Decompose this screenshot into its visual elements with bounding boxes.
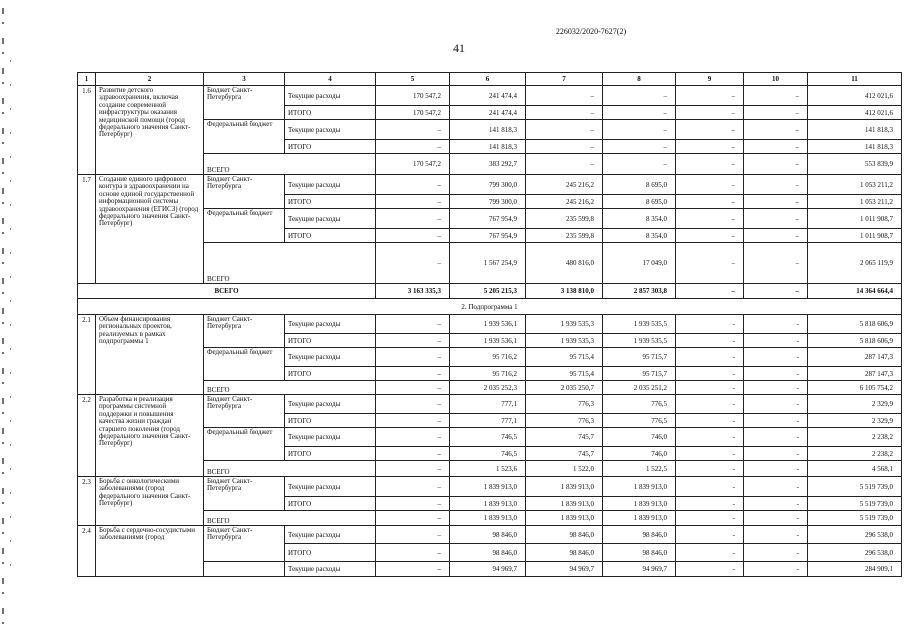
value-cell: – [376,195,450,209]
value-cell: – [526,140,603,154]
value-cell: – [376,140,450,154]
value-cell: 6 105 754,2 [808,381,902,395]
value-cell: – [376,562,450,577]
value-cell: 170 547,2 [376,86,450,106]
value-cell: – [744,86,808,106]
value-cell: 98 846,0 [450,544,526,562]
value-cell: 95 716,2 [450,367,526,381]
value-cell: – [676,209,744,229]
column-header: 8 [603,73,676,86]
expense-type: Текущие расходы [285,86,376,106]
column-header: 10 [744,73,808,86]
value-cell: 5 519 739,0 [808,477,902,497]
table-row [78,477,902,497]
expense-type: Текущие расходы [285,120,376,140]
value-cell: 745,7 [526,428,603,447]
value-cell: 94 969,7 [526,562,603,577]
value-cell: 98 846,0 [603,544,676,562]
table-row [78,315,902,334]
value-cell: 412 021,6 [808,86,902,106]
value-cell: 245 216,2 [526,195,603,209]
value-cell: – [376,381,450,395]
value-cell: - [676,511,744,526]
document-number: 226032/2020-7627(2) [555,27,627,36]
section-number: 2.3 [78,477,96,526]
value-cell: 767 954,9 [450,209,526,229]
value-cell: – [376,461,450,477]
value-cell: 1 839 913,0 [450,497,526,511]
budget-table [77,72,902,577]
value-cell: – [744,175,808,195]
value-cell: – [376,175,450,195]
value-cell: 296 538,0 [808,544,902,562]
grand-total-value: 14 364 664,4 [808,284,902,299]
column-header: 7 [526,73,603,86]
value-cell: – [744,195,808,209]
value-cell: – [376,334,450,348]
section-name: Борьба с сердечно-сосудистыми заболеваниями (город [96,526,204,577]
value-cell: 241 474,4 [450,86,526,106]
value-cell: 95 715,7 [603,348,676,367]
expense-type: Текущие расходы [285,395,376,414]
section-number: 2.2 [78,395,96,477]
value-cell: 245 216,2 [526,175,603,195]
value-cell: 94 969,7 [603,562,676,577]
value-cell: - [676,334,744,348]
value-cell: 745,7 [526,447,603,461]
expense-type: ИТОГО [285,334,376,348]
value-cell: – [676,154,744,175]
total-label: ВСЕГО [204,243,376,284]
value-cell: 170 547,2 [376,106,450,120]
section-name: Объем финансирования региональных проектов, реализуемых в рамках подпрограммы 1 [96,315,204,395]
value-cell: 141 818,3 [450,120,526,140]
value-cell: 2 329,9 [808,395,902,414]
expense-type: Текущие расходы [285,428,376,447]
funding-source: Бюджет Санкт-Петербурга [204,315,285,348]
value-cell: - [744,334,808,348]
value-cell: – [376,209,450,229]
table-row [78,526,902,544]
value-cell: – [526,86,603,106]
value-cell: – [376,511,450,526]
total-label: ВСЕГО [204,154,376,175]
value-cell: 1 839 913,0 [603,497,676,511]
value-cell: 8 354,0 [603,209,676,229]
value-cell: - [676,544,744,562]
value-cell: 241 474,4 [450,106,526,120]
value-cell: 553 839,9 [808,154,902,175]
value-cell: 2 035 252,3 [450,381,526,395]
section-number: 1.6 [78,86,96,175]
value-cell: 1 839 913,0 [450,477,526,497]
value-cell: - [676,562,744,577]
value-cell: 17 049,0 [603,243,676,284]
section-name: Борьба с онкологическими заболеваниями (город федерального значения Санкт-Петербург) [96,477,204,526]
table-row [78,175,902,195]
value-cell: 95 715,4 [526,367,603,381]
total-label: ВСЕГО [204,461,376,477]
value-cell: - [744,477,808,497]
funding-source: Бюджет Санкт-Петербурга [204,86,285,120]
table-body [78,73,902,577]
expense-type: Текущие расходы [285,562,376,577]
value-cell: - [676,497,744,511]
value-cell: 8 354,0 [603,229,676,243]
value-cell: 1 522,0 [526,461,603,477]
value-cell: - [744,511,808,526]
expense-type: ИТОГО [285,140,376,154]
value-cell: 2 238,2 [808,428,902,447]
value-cell: 1 522,5 [603,461,676,477]
expense-type: Текущие расходы [285,209,376,229]
page-number: 41 [453,41,465,55]
value-cell: 95 715,4 [526,348,603,367]
section-number: 2.4 [78,526,96,577]
value-cell: 170 547,2 [376,154,450,175]
value-cell: 98 846,0 [526,544,603,562]
column-header: 4 [285,73,376,86]
value-cell: 141 818,3 [808,120,902,140]
value-cell: 2 035 250,7 [526,381,603,395]
grand-total-value: 2 857 303,8 [603,284,676,299]
value-cell: 287 147,3 [808,348,902,367]
value-cell: 1 839 913,0 [603,511,676,526]
value-cell: – [376,315,450,334]
value-cell: 296 538,0 [808,526,902,544]
value-cell: - [676,315,744,334]
table-row [78,86,902,106]
column-header: 3 [204,73,285,86]
value-cell: – [376,414,450,428]
expense-type: Текущие расходы [285,526,376,544]
section-name: Разработка и реализация программы системной поддержки и повышения качества жизни граждан старшего поколения (город федерального значения Санкт-Петербург) [96,395,204,477]
value-cell: 5 519 739,0 [808,497,902,511]
funding-source: Бюджет Санкт-Петербурга [204,395,285,428]
expense-type: Текущие расходы [285,175,376,195]
value-cell: – [376,229,450,243]
value-cell: 1 567 254,9 [450,243,526,284]
value-cell: 1 939 536,1 [450,334,526,348]
value-cell: - [744,348,808,367]
value-cell: 776,5 [603,414,676,428]
value-cell: - [676,348,744,367]
value-cell: - [676,477,744,497]
value-cell: 141 818,3 [808,140,902,154]
column-header: 2 [96,73,204,86]
value-cell: – [376,497,450,511]
value-cell: – [376,428,450,447]
value-cell: 94 969,7 [450,562,526,577]
value-cell: 746,0 [603,447,676,461]
value-cell: – [676,175,744,195]
expense-type: Текущие расходы [285,315,376,334]
value-cell: 776,3 [526,414,603,428]
value-cell: 95 716,2 [450,348,526,367]
column-header: 9 [676,73,744,86]
value-cell: – [526,120,603,140]
expense-type: ИТОГО [285,229,376,243]
funding-source-empty [204,562,285,577]
value-cell: – [603,106,676,120]
value-cell: – [744,229,808,243]
value-cell: 777,1 [450,395,526,414]
grand-total-value: 5 205 215,3 [450,284,526,299]
value-cell: 1 839 913,0 [526,477,603,497]
expense-type: ИТОГО [285,414,376,428]
value-cell: - [676,395,744,414]
value-cell: – [744,209,808,229]
value-cell: 287 147,3 [808,367,902,381]
value-cell: - [744,428,808,447]
value-cell: 141 818,3 [450,140,526,154]
section-name: Создание единого цифрового контура в здравоохранении на основе единой государственной информационной системы здравоохранения (ЕГИСЗ) (город федерального значения Санкт-Петербург) [96,175,204,284]
value-cell: 799 300,0 [450,175,526,195]
value-cell: – [376,120,450,140]
funding-source: Бюджет Санкт-Петербурга [204,477,285,511]
value-cell: – [376,243,450,284]
column-header: 6 [450,73,526,86]
value-cell: 1 053 211,2 [808,195,902,209]
value-cell: 1 839 913,0 [526,497,603,511]
value-cell: – [376,544,450,562]
column-header: 1 [78,73,96,86]
value-cell: - [676,461,744,477]
value-cell: 2 238,2 [808,447,902,461]
value-cell: – [744,120,808,140]
subprogram-row [78,299,902,315]
binder-holes [2,8,4,628]
grand-total-label: ВСЕГО [78,284,376,299]
value-cell: 1 939 535,5 [603,315,676,334]
value-cell: 2 065 119,9 [808,243,902,284]
section-name: Развитие детского здравоохранения, включая создание современной инфраструктуры оказания медицинской помощи (город федерального значения Санкт-Петербург) [96,86,204,175]
section-number: 1.7 [78,175,96,284]
value-cell: – [376,395,450,414]
value-cell: 1 011 908,7 [808,229,902,243]
value-cell: – [676,106,744,120]
value-cell: 412 021,6 [808,106,902,120]
funding-source: Федеральный бюджет [204,209,285,243]
value-cell: – [376,367,450,381]
value-cell: 1 939 535,5 [603,334,676,348]
value-cell: 799 300,0 [450,195,526,209]
value-cell: 767 954,9 [450,229,526,243]
value-cell: 1 839 913,0 [450,511,526,526]
value-cell: 746,0 [603,428,676,447]
value-cell: 480 816,0 [526,243,603,284]
value-cell: 98 846,0 [526,526,603,544]
value-cell: 5 519 739,0 [808,511,902,526]
value-cell: 5 818 606,9 [808,315,902,334]
value-cell: 776,5 [603,395,676,414]
expense-type: ИТОГО [285,497,376,511]
funding-source: Федеральный бюджет [204,348,285,381]
value-cell: 8 695,0 [603,195,676,209]
value-cell: 8 695,0 [603,175,676,195]
value-cell: - [676,526,744,544]
value-cell: 1 839 913,0 [526,511,603,526]
value-cell: – [376,526,450,544]
value-cell: 1 939 535,3 [526,315,603,334]
binder-marks [10,60,11,580]
subprogram-title: 2. Подпрограмма 1 [78,299,902,315]
value-cell: – [744,154,808,175]
value-cell: - [744,461,808,477]
funding-source: Бюджет Санкт-Петербурга [204,175,285,209]
value-cell: - [744,414,808,428]
total-label: ВСЕГО [204,381,376,395]
value-cell: – [744,140,808,154]
value-cell: - [676,428,744,447]
value-cell: - [676,447,744,461]
value-cell: - [676,381,744,395]
value-cell: – [603,140,676,154]
value-cell: 98 846,0 [603,526,676,544]
value-cell: - [744,562,808,577]
value-cell: 1 011 908,7 [808,209,902,229]
grand-total-value: 3 138 810,0 [526,284,603,299]
value-cell: 4 568,1 [808,461,902,477]
value-cell: – [376,477,450,497]
section-number: 2.1 [78,315,96,395]
expense-type: ИТОГО [285,544,376,562]
value-cell: 777,1 [450,414,526,428]
value-cell: – [676,86,744,106]
value-cell: 95 715,7 [603,367,676,381]
value-cell: 2 329,9 [808,414,902,428]
value-cell: - [744,447,808,461]
value-cell: 1 839 913,0 [603,477,676,497]
value-cell: 746,5 [450,428,526,447]
value-cell: - [744,526,808,544]
value-cell: – [676,243,744,284]
column-header: 5 [376,73,450,86]
total-label: ВСЕГО [204,511,376,526]
column-header: 11 [808,73,902,86]
value-cell: – [603,120,676,140]
value-cell: - [676,414,744,428]
value-cell: 1 053 211,2 [808,175,902,195]
value-cell: - [744,544,808,562]
value-cell: – [676,195,744,209]
value-cell: 98 846,0 [450,526,526,544]
value-cell: – [603,154,676,175]
funding-source: Федеральный бюджет [204,120,285,154]
expense-type: Текущие расходы [285,348,376,367]
value-cell: – [526,106,603,120]
expense-type: ИТОГО [285,447,376,461]
grand-total-row [78,284,902,299]
value-cell: – [526,154,603,175]
value-cell: 746,5 [450,447,526,461]
value-cell: 1 939 536,1 [450,315,526,334]
value-cell: – [676,229,744,243]
value-cell: 1 523,6 [450,461,526,477]
table-row [78,395,902,414]
value-cell: - [744,315,808,334]
value-cell: - [744,395,808,414]
value-cell: - [676,367,744,381]
value-cell: – [676,140,744,154]
expense-type: ИТОГО [285,367,376,381]
grand-total-value: – [676,284,744,299]
expense-type: ИТОГО [285,195,376,209]
value-cell: - [744,367,808,381]
grand-total-value: – [744,284,808,299]
value-cell: – [376,348,450,367]
value-cell: 235 599,8 [526,209,603,229]
value-cell: 2 035 251,2 [603,381,676,395]
value-cell: – [376,447,450,461]
grand-total-value: 3 163 335,3 [376,284,450,299]
value-cell: - [744,497,808,511]
expense-type: Текущие расходы [285,477,376,497]
value-cell: 776,3 [526,395,603,414]
value-cell: 5 818 606,9 [808,334,902,348]
value-cell: 1 939 535,3 [526,334,603,348]
value-cell: – [676,120,744,140]
value-cell: 284 909,1 [808,562,902,577]
value-cell: – [603,86,676,106]
value-cell: – [744,106,808,120]
value-cell: - [744,381,808,395]
value-cell: 383 292,7 [450,154,526,175]
value-cell: 235 599,8 [526,229,603,243]
value-cell: – [744,243,808,284]
funding-source: Бюджет Санкт-Петербурга [204,526,285,562]
column-header-row [78,73,902,86]
funding-source: Федеральный бюджет [204,428,285,461]
expense-type: ИТОГО [285,106,376,120]
